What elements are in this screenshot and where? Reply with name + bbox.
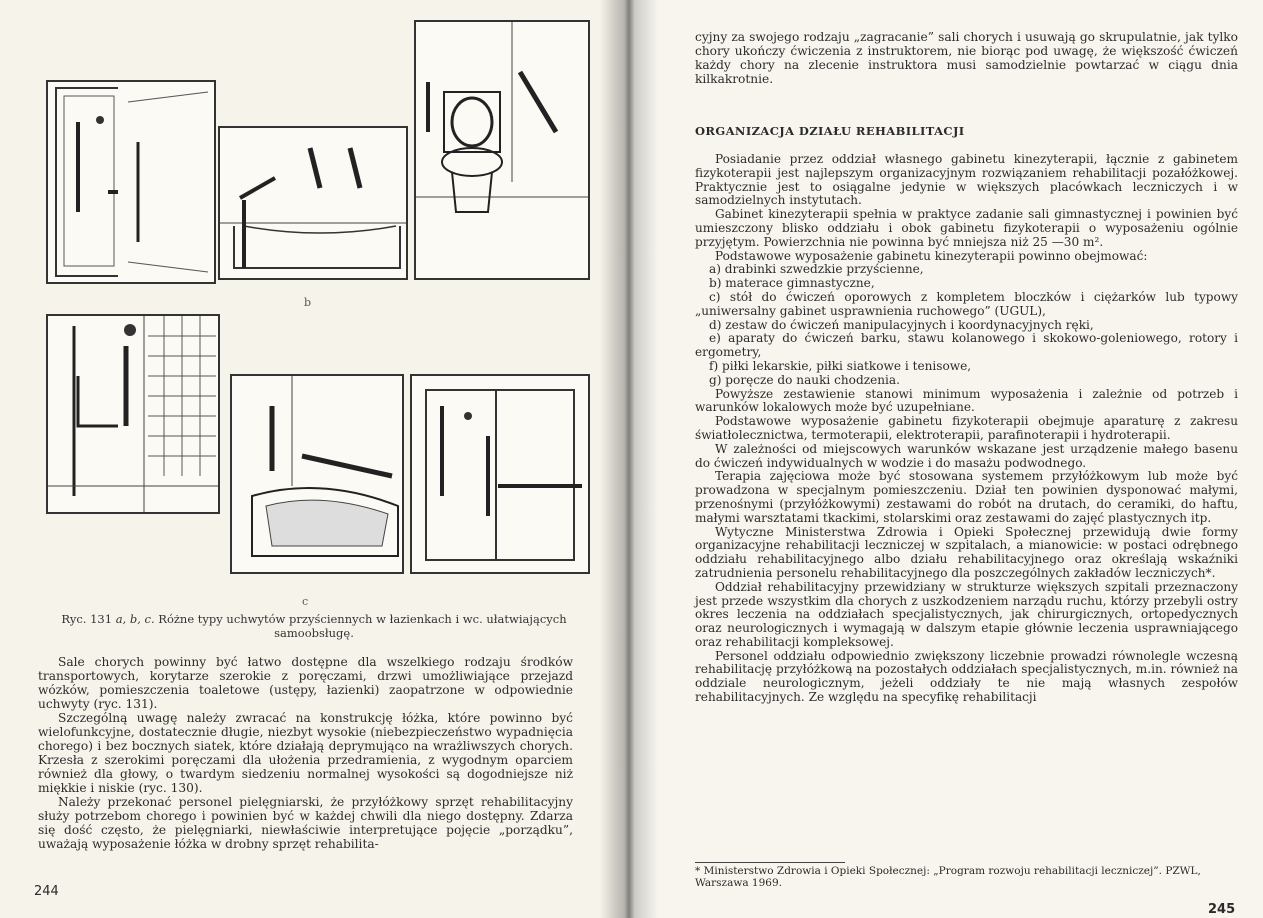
paragraph: Personel oddziału odpowiednio zwiększony liczebnie prowadzi równolegle wczesną rehabilitację przyłóżkową na pozostałych oddziałach specjalistycznych, m.in. również na oddziale neurologicznym, jeżeli oddziały te nie mają własnych zespołów rehabilitacyjnych. Ze względu na specyfikę rehabilitacji xyxy=(695,648,1238,705)
paragraph: Podstawowe wyposażenie gabinetu kinezyterapii powinno obejmować: xyxy=(715,248,1148,263)
list-item: c) stół do ćwiczeń oporowych z kompletem bloczków i ciężarków lub typowy „uniwersalny gabinet usprawnienia ruchowego” (UGUL), xyxy=(695,289,1238,318)
figure-label-c: c xyxy=(302,595,309,608)
figure-caption xyxy=(36,612,592,640)
list-item: g) poręcze do nauki chodzenia. xyxy=(709,372,900,387)
figure-bathtub-grab-bars xyxy=(218,126,408,280)
right-body-text xyxy=(695,153,1238,705)
paragraph: Szczególną uwagę należy zwracać na konstrukcję łóżka, które powinno być wielofunkcyjne, dostatecznie długie, niezbyt wysokie (niebezpieczeństwo wypadnięcia chorego) i bez bocznych siatek, które działają deprymująco na wrażliwszych chorych. Krzesła z szerokimi poręczami dla ułożenia przedramienia, z wygodnym oparciem również dla głowy, o twardym siedzeniu normalnej wysokości są dogodniejsze niż miękkie i niskie (ryc. 130). xyxy=(38,711,573,795)
section-heading: ORGANIZACJA DZIAŁU REHABILITACJI xyxy=(695,124,965,138)
list-item: e) aparaty do ćwiczeń barku, stawu kolanowego i skokowo-goleniowego, rotory i ergometry, xyxy=(695,331,1238,360)
figure-shower-grab-bars xyxy=(46,314,220,514)
figure-bathroom-wall xyxy=(118,80,216,284)
figure-label-b: b xyxy=(304,296,312,309)
footnote-divider xyxy=(695,862,845,863)
figure-toilet-grab-bars xyxy=(414,20,590,280)
paragraph: Oddział rehabilitacyjny przewidziany w strukturze większych szpitali przeznaczony jest przede wszystkim dla chorych z uszkodzeniem narządu ruchu, którzy przebyli ostry okres leczenia na oddziałach specjalistycznych, jak chirurgicznych, ortopedycznych oraz neurologicznych i wymagają w dalszym etapie głównie leczenia usprawniającego oraz rehabilitacji kompleksowej. xyxy=(695,579,1238,649)
paragraph: W zależności od miejscowych warunków wskazane jest urządzenie małego basenu do ćwiczeń indywidualnych w wodzie i do masażu podwodnego. xyxy=(695,441,1238,470)
left-page xyxy=(0,0,628,918)
figure-shower-door-c xyxy=(410,374,590,574)
paragraph: Posiadanie przez oddział własnego gabinetu kinezyterapii, łącznie z gabinetem fizykoterapii jest najlepszym organizacyjnym rozwiązaniem rehabilitacji pozałóżkowej. Praktycznie jest to osiągalne jedynie w większych placówkach leczniczych i w samodzielnych instytutach. xyxy=(695,152,1238,208)
paragraph: Terapia zajęciowa może być stosowana systemem przyłóżkowym lub może być prowadzona w specjalnym pomieszczeniu. Dział ten powinien dysponować małymi, przenośnymi (przyłóżkowymi) zestawami do robót na drutach, do ceramiki, do haftu, małymi warsztatami tkackimi, stolarskimi oraz zestawami do zajęć plastycznych itp. xyxy=(695,469,1238,525)
paragraph: Sale chorych powinny być łatwo dostępne dla wszelkiego rodzaju środków transportowych, korytarze szerokie z poręczami, drzwi umożliwiające przejazd wózków, pomieszczenia toaletowe (ustępy, łazienki) zaopatrzone w odpowiednie uchwyty (ryc. 131). xyxy=(38,655,573,711)
list-item: d) zestaw do ćwiczeń manipulacyjnych i koordynacyjnych ręki, xyxy=(709,317,1094,332)
caption-prefix: Ryc. 131 xyxy=(61,612,116,626)
list-item: f) piłki lekarskie, piłki siatkowe i tenisowe, xyxy=(709,358,972,373)
right-page xyxy=(628,0,1263,918)
paragraph: Wytyczne Ministerstwa Zdrowia i Opieki Społecznej przewidują dwie formy organizacyjne rehabilitacji leczniczej w szpitalach, a mianowicie: w postaci odrębnego oddziału rehabilitacyjnego albo działu rehabilitacyjnego oraz określają wskaźniki zatrudnienia personelu rehabilitacyjnego dla poszczególnych zakładów leczniczych*. xyxy=(695,524,1238,580)
caption-text: Różne typy uchwytów przyściennych w łazienkach i wc. ułatwiających samoobsługę. xyxy=(154,612,567,640)
page-number-right: 245 xyxy=(1208,902,1236,917)
paragraph: Powyższe zestawienie stanowi minimum wyposażenia i zależnie od potrzeb i warunków lokalowych może być uzupełniane. xyxy=(695,386,1238,415)
footnote: * Ministerstwo Zdrowia i Opieki Społecznej: „Program rozwoju rehabilitacji leczniczej”. PZWL, Warszawa 1969. xyxy=(695,865,1201,889)
list-item: a) drabinki szwedzkie przyścienne, xyxy=(709,262,924,277)
caption-letters: a, b, c. xyxy=(115,612,155,626)
continued-paragraph xyxy=(695,30,1238,86)
list-item: b) materace gimnastyczne, xyxy=(709,276,875,291)
paragraph: cyjny za swojego rodzaju „zagracanie” sali chorych i usuwają go skrupulatnie, jak tylko chory ukończy ćwiczenia z instruktorem, nie biorąc pod uwagę, że większość ćwiczeń każdy chory na zlecenie instruktora musi samodzielnie powtarzać w ciągu dnia kilkakrotnie. xyxy=(695,30,1238,86)
left-body-text xyxy=(38,655,573,851)
paragraph: Gabinet kinezyterapii spełnia w praktyce zadanie sali gimnastycznej i powinien być umieszczony blisko oddziału i obok gabinetu fizykoterapii o wyposażeniu ogólnie przyjętym. Powierzchnia nie powinna być mniejsza niż 25 —30 m². xyxy=(695,207,1238,249)
paragraph: Podstawowe wyposażenie gabinetu fizykoterapii obejmuje aparaturę z zakresu światłolecznictwa, termoterapii, elektroterapii, parafinoterapii i hydroterapii. xyxy=(695,414,1238,442)
figure-bathtub-c xyxy=(230,374,404,574)
paragraph: Należy przekonać personel pielęgniarski, że przyłóżkowy sprzęt rehabilitacyjny służy potrzebom chorego i powinien być w każdej chwili dla niego dostępny. Zdarza się dość często, że pielęgniarki, niewłaściwie interpretujące pojęcie „porządku”, uważają wyposażenie łóżka w drobny sprzęt rehabilita- xyxy=(38,795,573,851)
page-number-left: 244 xyxy=(34,884,59,899)
